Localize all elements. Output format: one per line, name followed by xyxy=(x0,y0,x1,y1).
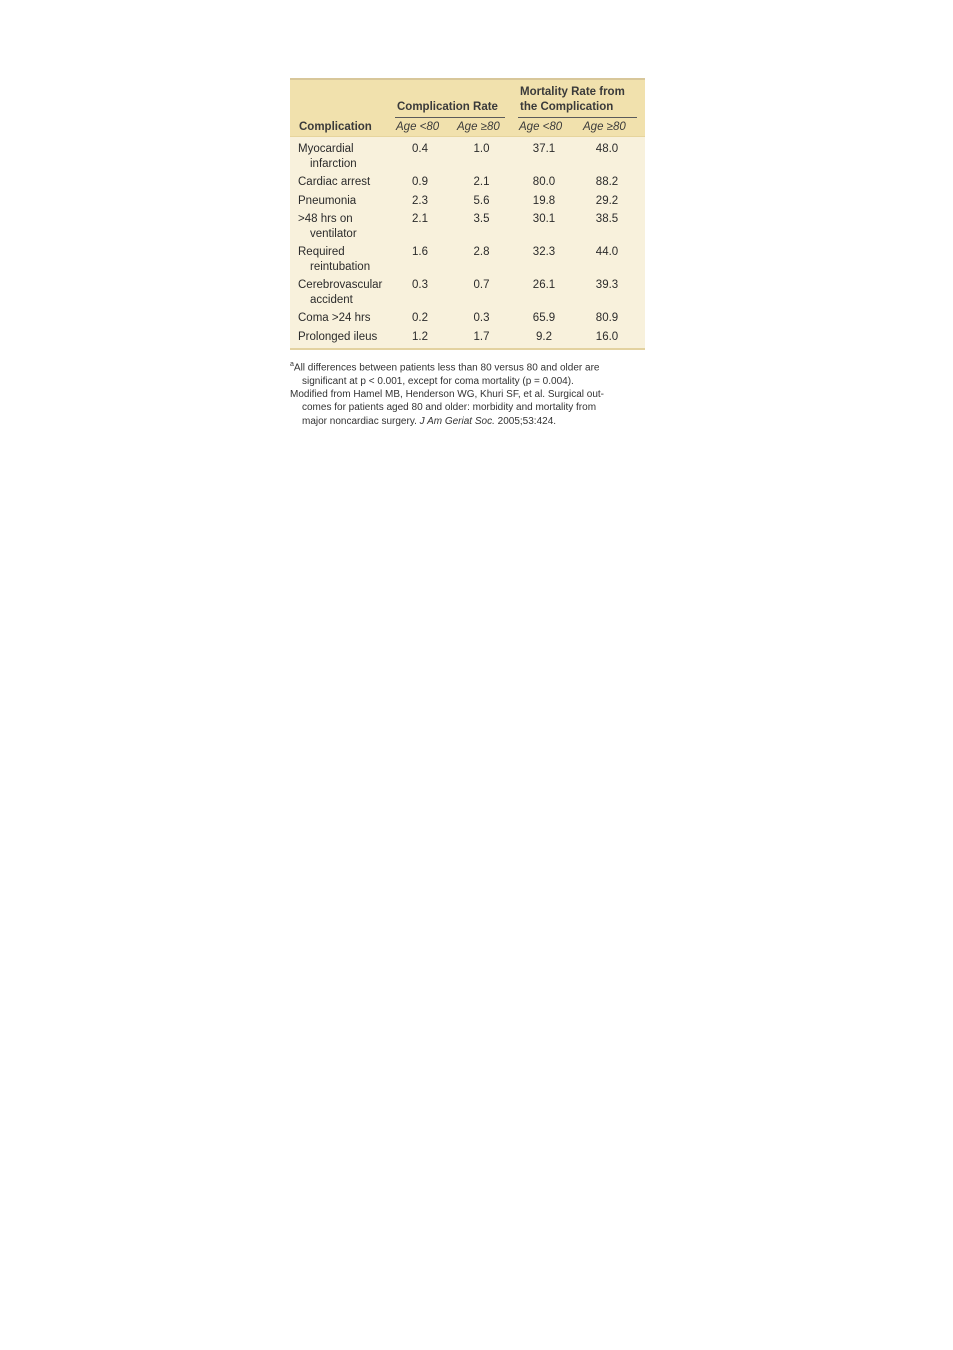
row-value: 3.5 xyxy=(473,213,490,225)
row-value: 9.2 xyxy=(536,330,552,343)
table-row xyxy=(290,192,645,211)
row-label-line2: accident xyxy=(310,293,353,306)
row-value: 0.2 xyxy=(412,312,428,324)
row-value: 1.7 xyxy=(473,330,490,343)
row-value: 19.8 xyxy=(532,194,556,207)
table-row xyxy=(290,173,645,192)
row-label xyxy=(290,330,390,345)
row-value: 80.0 xyxy=(532,176,556,188)
table-row xyxy=(290,276,645,309)
row-value: 1.0 xyxy=(473,143,490,155)
table-row xyxy=(290,140,645,173)
row-value: 29.2 xyxy=(595,194,619,207)
header-col-age-under-80-mortality: Age <80 xyxy=(519,121,563,133)
row-label xyxy=(290,311,390,326)
row-label-line2: reintubation xyxy=(310,260,371,273)
row-value: 32.3 xyxy=(532,246,556,258)
complication-table xyxy=(290,78,645,350)
row-value: 80.9 xyxy=(595,312,619,324)
footnote xyxy=(290,358,650,388)
row-label-line1: Prolonged ileus xyxy=(298,330,378,343)
row-label xyxy=(290,212,390,241)
table-notes xyxy=(290,353,650,428)
row-label xyxy=(290,175,390,190)
row-value: 38.5 xyxy=(595,213,619,225)
row-label xyxy=(290,278,390,307)
row-value: 44.0 xyxy=(595,246,619,258)
row-label-line2: ventilator xyxy=(310,227,357,240)
row-label-line1: Pneumonia xyxy=(298,194,357,207)
row-value: 0.3 xyxy=(473,312,490,324)
header-col-age-80-plus-rate: Age ≥80 xyxy=(457,121,500,133)
table-row xyxy=(290,328,645,347)
row-value: 37.1 xyxy=(532,143,556,155)
source-line3-tail: 2005;53:424. xyxy=(494,415,557,427)
header-col-age-80-plus-mortality: Age ≥80 xyxy=(583,121,626,133)
row-value: 0.7 xyxy=(473,279,490,291)
row-label xyxy=(290,142,390,171)
row-value: 88.2 xyxy=(595,176,619,188)
row-value: 2.8 xyxy=(473,246,490,258)
source-journal: J Am Geriat Soc. xyxy=(419,415,495,427)
footnote-marker: a xyxy=(290,361,294,368)
row-label-line1: Cerebrovascular xyxy=(298,279,383,291)
footnote-line1: All differences between patients less than 80 versus 80 and older are xyxy=(293,362,600,374)
row-label-line1: Myocardial xyxy=(298,143,354,155)
header-group-complication-rate: Complication Rate xyxy=(397,101,498,113)
row-value: 16.0 xyxy=(595,330,619,343)
row-value: 39.3 xyxy=(595,279,619,291)
table-row xyxy=(290,243,645,276)
table-row xyxy=(290,210,645,243)
footnote-line2: significant at p < 0.001, except for coma mortality (p = 0.004). xyxy=(302,375,574,387)
table-header xyxy=(290,80,645,137)
group-rule-mortality xyxy=(518,117,637,118)
source-citation xyxy=(290,388,650,428)
group-rule-complication-rate xyxy=(395,117,505,118)
row-value: 26.1 xyxy=(532,279,556,291)
row-label-line1: Required xyxy=(298,246,345,258)
row-value: 1.6 xyxy=(412,246,428,258)
row-value: 30.1 xyxy=(532,213,556,225)
row-label-line2: infarction xyxy=(310,157,357,170)
row-value: 2.3 xyxy=(412,194,428,207)
header-col-age-under-80-rate: Age <80 xyxy=(396,121,440,133)
row-label-line1: Coma >24 hrs xyxy=(298,312,371,324)
header-group-mortality-line2: the Complication xyxy=(520,101,614,113)
row-value: 2.1 xyxy=(473,176,490,188)
row-value: 0.9 xyxy=(412,176,428,188)
table-body xyxy=(290,137,645,350)
source-line1: Modified from Hamel MB, Henderson WG, Khuri SF, et al. Surgical out- xyxy=(290,388,605,400)
row-label xyxy=(290,194,390,209)
row-value: 1.2 xyxy=(412,330,428,343)
row-value: 2.1 xyxy=(412,213,428,225)
row-label xyxy=(290,245,390,274)
header-group-mortality-line1: Mortality Rate from xyxy=(520,86,625,98)
row-value: 48.0 xyxy=(595,143,619,155)
source-line2: comes for patients aged 80 and older: morbidity and mortality from xyxy=(302,402,597,414)
row-value: 0.3 xyxy=(412,279,428,291)
source-line3 xyxy=(290,415,650,428)
table-row xyxy=(290,309,645,328)
source-line3-text: major noncardiac surgery. xyxy=(302,415,420,427)
row-value: 5.6 xyxy=(473,194,490,207)
row-value: 0.4 xyxy=(412,143,428,155)
row-label-line1: >48 hrs on xyxy=(298,213,353,225)
header-complication: Complication xyxy=(299,121,372,133)
row-value: 65.9 xyxy=(532,312,556,324)
row-label-line1: Cardiac arrest xyxy=(298,176,371,188)
